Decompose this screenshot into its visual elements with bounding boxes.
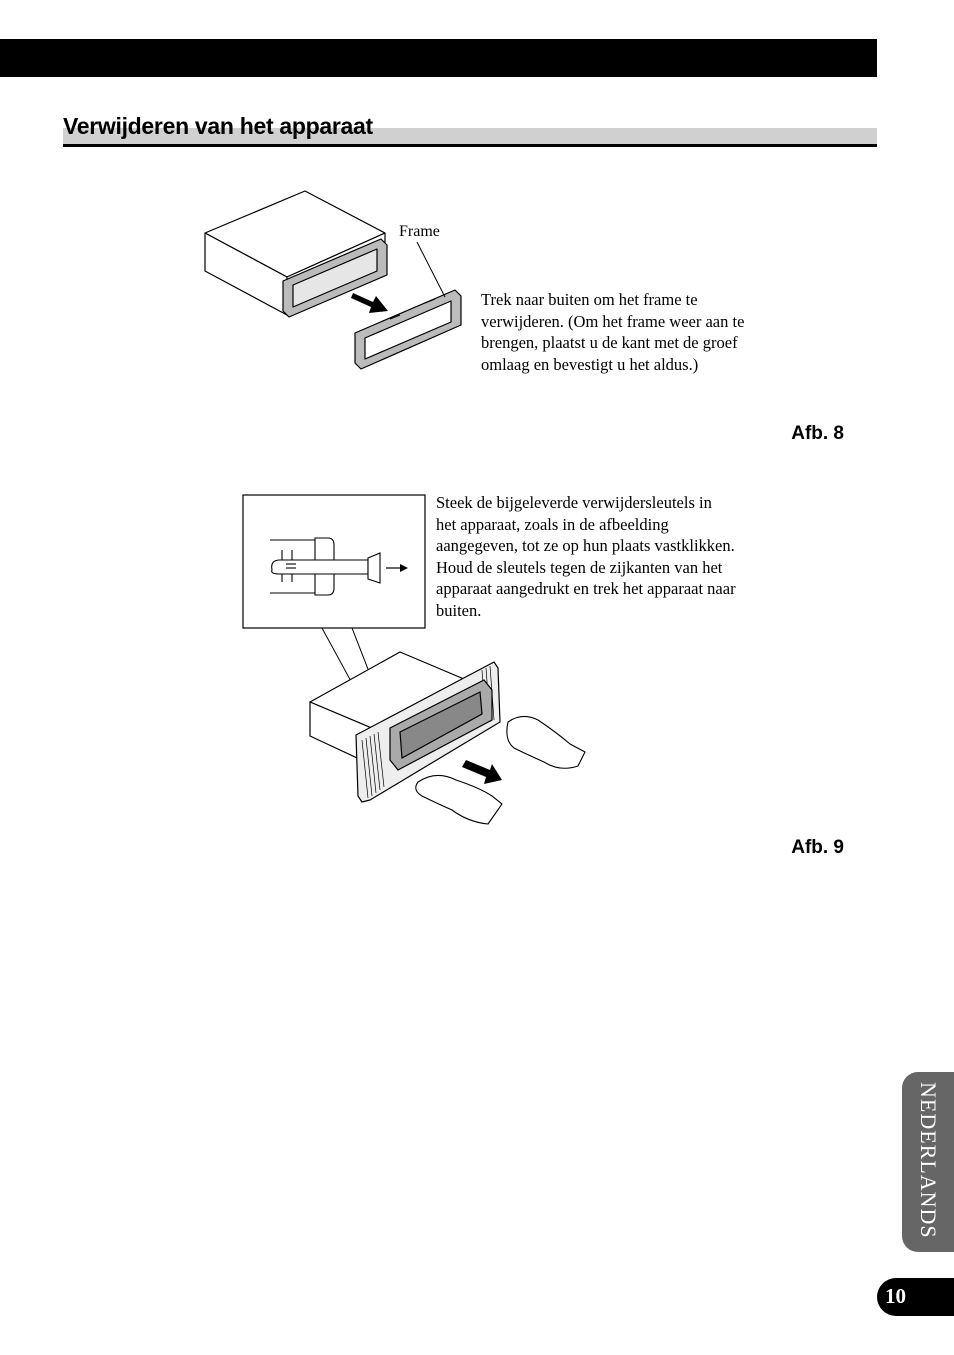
figure8-caption: Trek naar buiten om het frame te verwijderen. (Om het frame weer aan te brengen, plaatst u de kant met de groef omlaag en bevestigt u het aldus.) (481, 290, 745, 374)
frame-label: Frame (399, 223, 440, 240)
section-title: Verwijderen van het apparaat (63, 113, 373, 139)
section-rule (63, 144, 877, 147)
language-tab-label: NEDERLANDS (916, 1082, 941, 1239)
figure9-number: Afb. 9 (791, 837, 844, 858)
frame-removal-illustration (195, 185, 485, 380)
figure9-caption: Steek de bijgeleverde verwijdersleutels in het apparaat, zoals in de afbeelding aangegeven, tot ze op hun plaats vastklikken. Houd de sleutels tegen de zijkanten van het apparaat aangedrukt en trek het apparaat naar buiten. (436, 493, 736, 620)
header-bar (0, 39, 877, 77)
figure8-number: Afb. 8 (791, 423, 844, 444)
page-number: 10 (885, 1284, 906, 1308)
